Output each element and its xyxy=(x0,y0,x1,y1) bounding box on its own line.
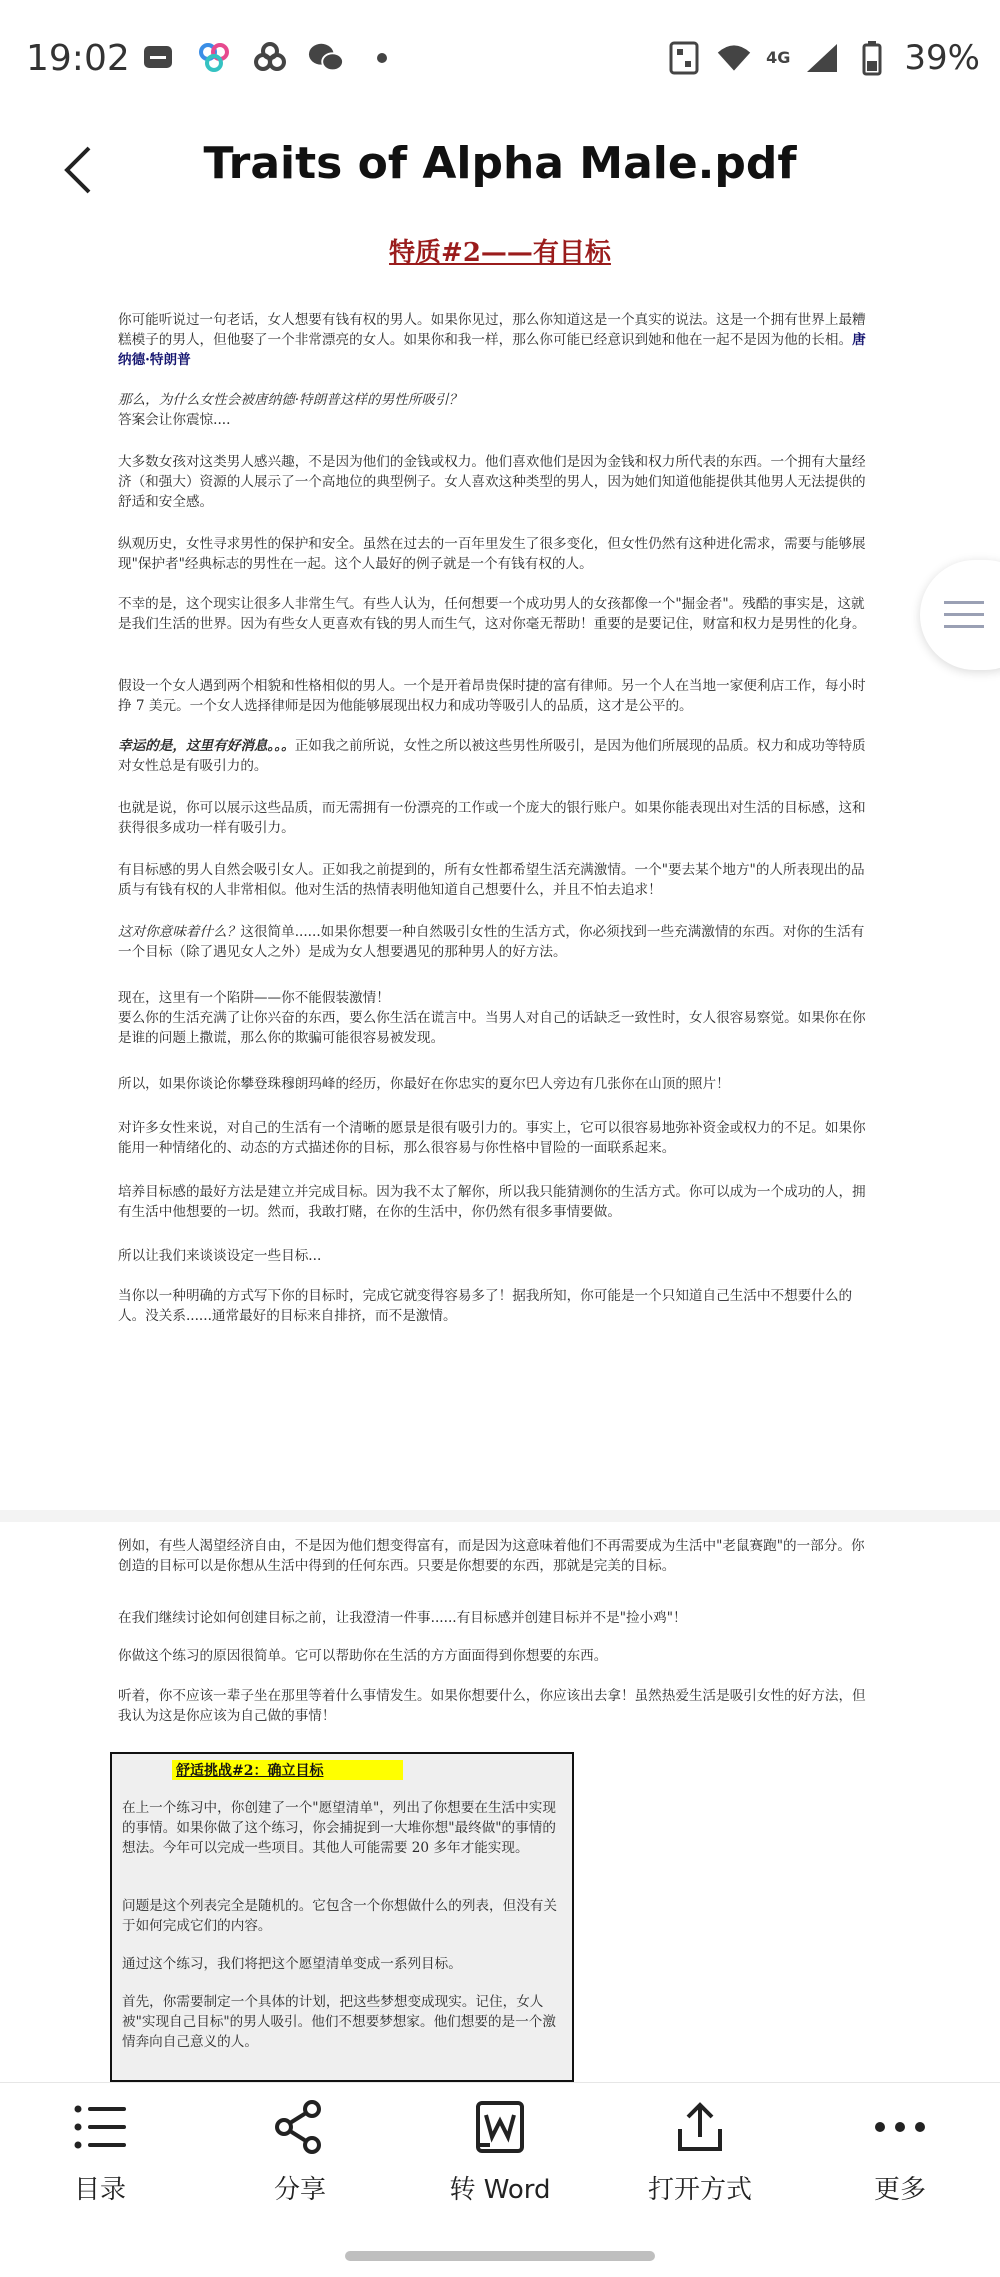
more-button[interactable] xyxy=(810,2099,990,2206)
paragraph: 也就是说，你可以展示这些品质，而无需拥有一份漂亮的工作或一个庞大的银行账户。如果你能表现出对生活的目标感，这和获得很多成功一样有吸引力。 xyxy=(118,800,866,836)
paragraph: 你可能听说过一句老话，女人想要有钱有权的男人。如果你见过，那么你知道这是一个真实的说法。这是一个拥有世界上最糟糕模子的男人，但他娶了一个非常漂亮的女人。如果你和我一样，那么你可能已经意识到她和他在一起不是因为他的长相。唐纳德·特朗普 xyxy=(118,312,866,368)
menu-lines-icon xyxy=(944,597,984,633)
cloud-icon xyxy=(252,40,288,76)
pdf-page-1 xyxy=(0,220,1000,1510)
home-indicator[interactable] xyxy=(345,2251,655,2261)
paragraph: 纵观历史，女性寻求男性的保护和安全。虽然在过去的一百年里发生了很多变化，但女性仍然有这种进化需求，需要与能够展现"保护者"经典标志的男性在一起。这个人最好的例子就是一个有钱有权的人。 xyxy=(118,536,866,572)
bottom-toolbar xyxy=(0,2082,1000,2277)
paragraph: 培养目标感的最好方法是建立并完成目标。因为我不太了解你，所以我只能猜测你的生活方式。你可以成为一个成功的人，拥有生活中他想要的一切。然而，我敢打赌，在你的生活中，你仍然有很多事情要做。 xyxy=(118,1184,866,1220)
wifi-icon xyxy=(716,40,752,76)
challenge-title: 舒适挑战#2：确立目标 xyxy=(172,1760,403,1780)
paragraph: 例如，有些人渴望经济自由，不是因为他们想变得富有，而是因为这意味着他们不再需要成为生活中"老鼠赛跑"的一部分。你创造的目标可以是你想从生活中得到的任何东西。只要是你想要的东西，那就是完美的目标。 xyxy=(118,1538,865,1574)
paragraph: 现在，这里有一个陷阱——你不能假装激情！ 要么你的生活充满了让你兴奋的东西，要么你生活在谎言中。当男人对自己的话缺乏一致性时，女人很容易察觉。如果你在你是谁的问题上撒谎，那么你的欺骗可能很容易被发现。 xyxy=(118,990,866,1046)
status-bar xyxy=(0,0,1000,120)
message-icon xyxy=(140,40,176,76)
challenge-paragraph: 在上一个练习中，你创建了一个"愿望清单"，列出了你想要在生活中实现的事情。如果你做了这个练习，你会捕捉到一大堆你想"最终做"的事情的想法。今年可以完成一些项目。其他人可能需要 20 多年才能实现。 xyxy=(122,1800,556,1856)
challenge-paragraph: 问题是这个列表完全是随机的。它包含一个你想做什么的列表，但没有关于如何完成它们的内容。 xyxy=(122,1898,557,1934)
paragraph: 所以，如果你谈论你攀登珠穆朗玛峰的经历，你最好在你忠实的夏尔巴人旁边有几张你在山顶的照片！ xyxy=(118,1076,730,1092)
paragraph: 当你以一种明确的方式写下你的目标时，完成它就变得容易多了！据我所知，你可能是一个只知道自己生活中不想要什么的人。没关系......通常最好的目标来自排挤，而不是激情。 xyxy=(118,1288,853,1324)
network-type-label: 4G xyxy=(766,48,791,67)
paragraph: 对许多女性来说，对自己的生活有一个清晰的愿景是很有吸引力的。事实上，它可以很容易地弥补资金或权力的不足。如果你能用一种情绪化的、动态的方式描述你的目标，那么很容易与你性格中冒险的一面联系起来。 xyxy=(118,1120,866,1156)
challenge-paragraph: 首先，你需要制定一个具体的计划，把这些梦想变成现实。记住，女人被"实现自己目标"的男人吸引。他们不想要梦想家。他们想要的是一个激情奔向自己意义的人。 xyxy=(122,1994,556,2050)
convert-word-button[interactable] xyxy=(410,2099,590,2206)
signal-icon xyxy=(804,40,840,76)
highlighted-name: 唐纳德·特朗普 xyxy=(118,332,866,368)
toc-button[interactable] xyxy=(10,2099,190,2206)
convert-word-label: 转 Word xyxy=(449,2175,551,2205)
app-header xyxy=(0,120,1000,220)
upload-icon xyxy=(672,2099,728,2155)
notification-icons xyxy=(140,40,400,76)
system-icons xyxy=(666,38,980,78)
more-label: 更多 xyxy=(873,2175,926,2205)
paragraph: 这对你意味着什么？这很简单......如果你想要一种自然吸引女性的生活方式，你必须找到一些充满激情的东西。对你的生活有一个目标（除了遇见女人之外）是成为女人想要遇见的那种男人的好方法。 xyxy=(118,924,865,960)
challenge-paragraph: 通过这个练习，我们将把这个愿望清单变成一系列目标。 xyxy=(122,1956,462,1972)
battery-icon xyxy=(854,40,890,76)
paragraph: 那么，为什么女性会被唐纳德·特朗普这样的男性所吸引？ 答案会让你震惊.... xyxy=(118,392,463,428)
document-title: Traits of Alpha Male.pdf xyxy=(203,138,797,189)
status-time: 19:02 xyxy=(26,38,130,79)
app-logo-icon xyxy=(196,40,232,76)
pdf-viewer[interactable] xyxy=(0,220,1000,2082)
paragraph: 听着，你不应该一辈子坐在那里等着什么事情发生。如果你想要什么，你应该出去拿！虽然热爱生活是吸引女性的好方法，但我认为这是你应该为自己做的事情！ xyxy=(118,1688,866,1724)
wechat-icon xyxy=(308,40,344,76)
toc-label: 目录 xyxy=(73,2175,126,2205)
share-label: 分享 xyxy=(273,2175,326,2205)
more-dots-icon xyxy=(872,2099,928,2155)
paragraph: 幸运的是，这里有好消息。。。正如我之前所说，女性之所以被这些男性所吸引，是因为他们所展现的品质。权力和成功等特质对女性总是有吸引力的。 xyxy=(118,738,866,774)
open-with-button[interactable] xyxy=(610,2099,790,2206)
paragraph: 所以让我们来谈谈设定一些目标... xyxy=(118,1248,322,1264)
share-button[interactable] xyxy=(210,2099,390,2206)
paragraph: 你做这个练习的原因很简单。它可以帮助你在生活的方方面面得到你想要的东西。 xyxy=(118,1648,608,1664)
battery-percent: 39% xyxy=(904,38,980,78)
section-title: 特质#2——有目标 xyxy=(389,238,611,268)
paragraph: 假设一个女人遇到两个相貌和性格相似的男人。一个是开着昂贵保时捷的富有律师。另一个人在当地一家便利店工作，每小时挣 7 美元。一个女人选择律师是因为他能够展现出权力和成功等吸引人的品质，这才是公平的。 xyxy=(118,678,866,714)
challenge-box xyxy=(110,1752,574,2082)
word-doc-icon xyxy=(472,2099,528,2155)
paragraph: 有目标感的男人自然会吸引女人。正如我之前提到的，所有女性都希望生活充满激情。一个"要去某个地方"的人所表现出的品质与有钱有权的人非常相似。他对生活的热情表明他知道自己想要什么，并且不怕去追求！ xyxy=(118,862,865,898)
paragraph: 大多数女孩对这类男人感兴趣，不是因为他们的金钱或权力。他们喜欢他们是因为金钱和权力所代表的东西。一个拥有大量经济（和强大）资源的人展示了一个高地位的典型例子。女人喜欢这种类型的男人，因为她们知道他能提供其他男人无法提供的舒适和安全感。 xyxy=(118,454,866,510)
more-notifications-icon xyxy=(364,40,400,76)
paragraph: 在我们继续讨论如何创建目标之前，让我澄清一件事......有目标感并创建目标并不是"捡小鸡"！ xyxy=(118,1610,687,1626)
share-icon xyxy=(272,2099,328,2155)
paragraph: 不幸的是，这个现实让很多人非常生气。有些人认为，任何想要一个成功男人的女孩都像一个"掘金者"。残酷的事实是，这就是我们生活的世界。因为有些女人更喜欢有钱的男人而生气，这对你毫无帮助！重要的是要记住，财富和权力是男性的化身。 xyxy=(118,596,866,632)
nfc-icon xyxy=(666,40,702,76)
open-with-label: 打开方式 xyxy=(647,2175,752,2205)
list-icon xyxy=(72,2099,128,2155)
